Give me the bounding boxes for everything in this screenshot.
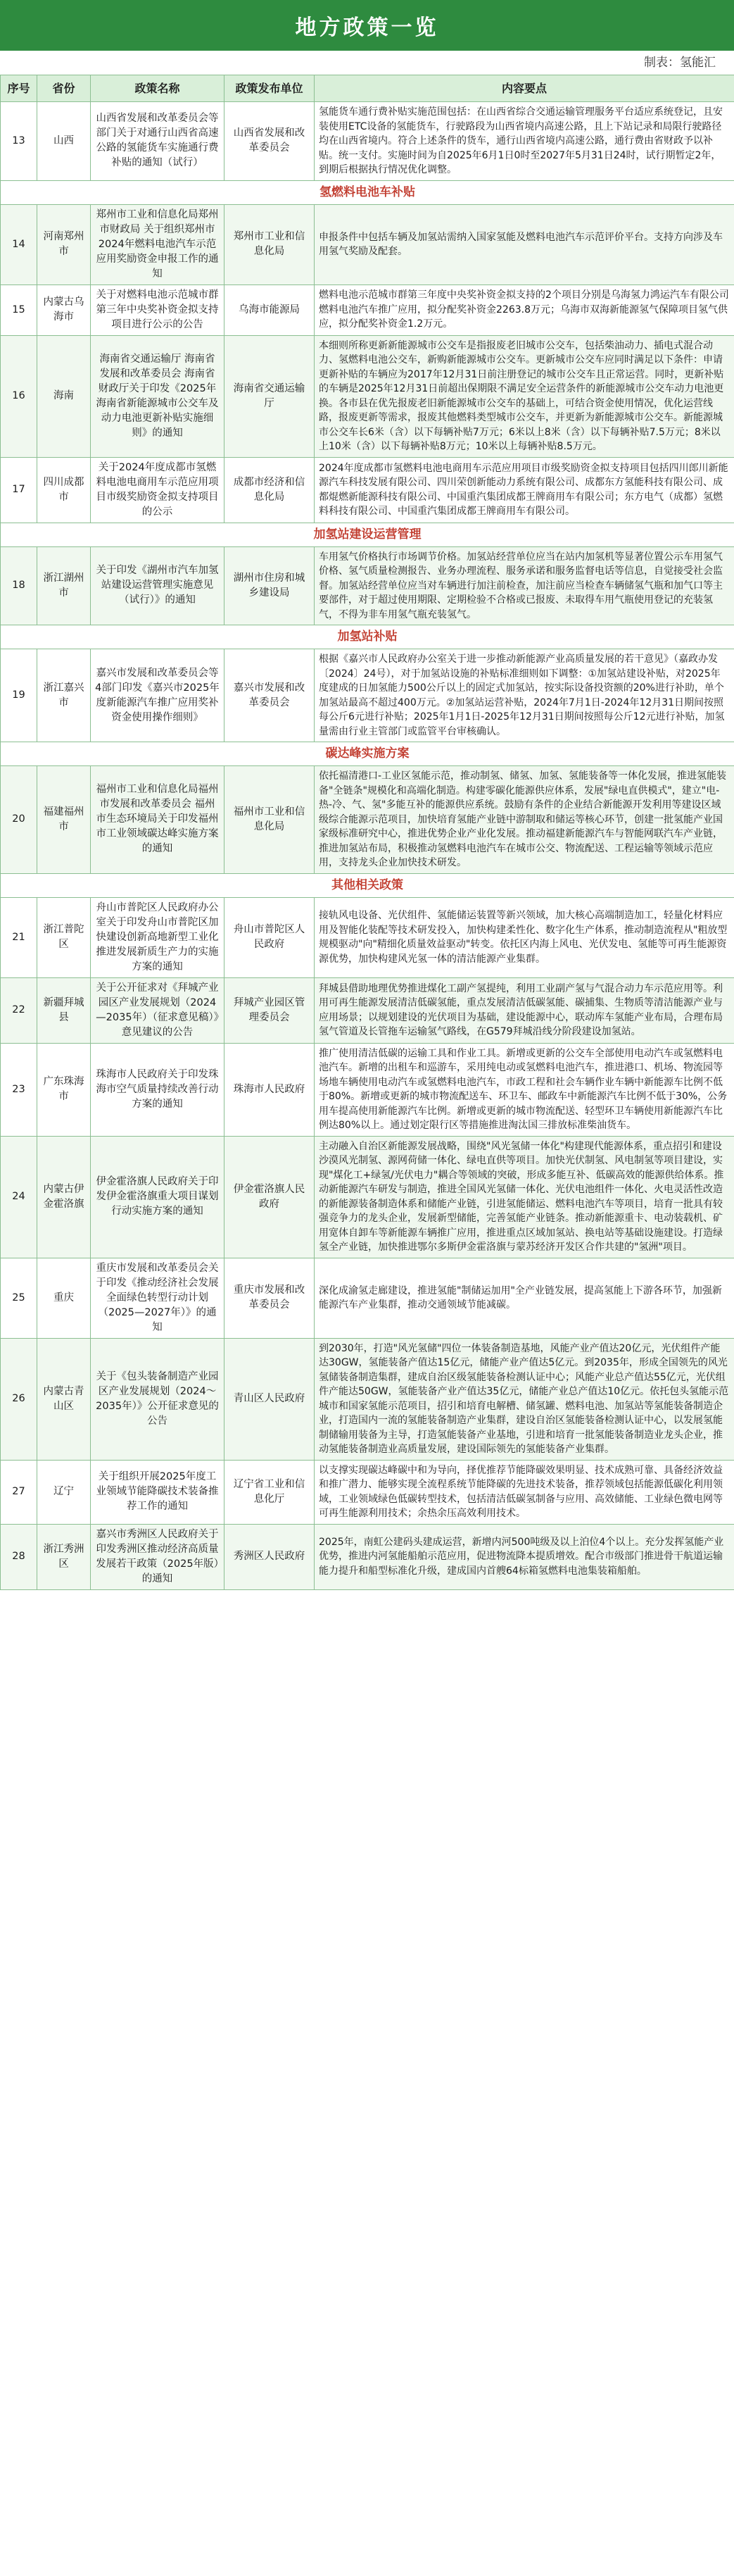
cell-issuer: 秀洲区人民政府 <box>224 1524 315 1589</box>
header-no: 序号 <box>1 75 37 102</box>
cell-issuer: 伊金霍洛旗人民政府 <box>224 1136 315 1258</box>
cell-no: 26 <box>1 1338 37 1460</box>
cell-province: 浙江湖州市 <box>37 546 91 625</box>
cell-no: 16 <box>1 335 37 457</box>
cell-policy-name: 珠海市人民政府关于印发珠海市空气质量持续改善行动方案的通知 <box>91 1043 224 1136</box>
table-row <box>1 1524 734 1589</box>
cell-content: 2024年度成都市氢燃料电池电商用车示范应用项目市级奖励资金拟支持项目包括四川郎川新能源汽车科技发展有限公司、四川荣创新能动力系统有限公司、成都东方氢能科技有限公司、成都焜燃新能源科技有限公司、中国重汽集团成都王牌商用车有限公司；东方电气（成都）氢燃料科技有限公司、中国重汽集团成都王牌商用车有限公司。 <box>315 457 734 523</box>
cell-policy-name: 嘉兴市秀洲区人民政府关于印发秀洲区推动经济高质量发展若干政策（2025年版）的通知 <box>91 1524 224 1589</box>
section-row <box>1 523 734 546</box>
table-header-row <box>1 75 734 102</box>
cell-province: 重庆 <box>37 1258 91 1338</box>
cell-issuer: 湖州市住房和城乡建设局 <box>224 546 315 625</box>
cell-policy-name: 福州市工业和信息化局福州市发展和改革委员会 福州市生态环境局关于印发福州市工业领域碳达峰实施方案的通知 <box>91 766 224 874</box>
cell-content: 申报条件中包括车辆及加氢站需纳入国家氢能及燃料电池汽车示范评价平台。支持方向涉及车用氢气奖励及配套。 <box>315 204 734 285</box>
table-row <box>1 649 734 742</box>
cell-content: 2025年，南虹公建码头建成运营，新增内河500吨级及以上泊位4个以上。充分发挥氢能产业优势，推进内河氢能船舶示范应用，促进物流降本提质增效。配合市级部门推进骨干航道运输能力提升和船型标准化升级，建成国内首艘64标箱氢燃料电池集装箱船舶。 <box>315 1524 734 1589</box>
cell-content: 根据《嘉兴市人民政府办公室关于进一步推动新能源产业高质量发展的若干意见》（嘉政办发〔2024〕24号），对于加氢站设施的补贴标准细则如下调整：①加氢站建设补贴，对2025年度建成的日加氢能力500公斤以上的固定式加氢站，按实际设备投资额的20%进行补助，单个加氢站最高不超过400万元。②加氢站运营补贴，2024年7月1日-2024年12月31日期间按照每公斤6元进行补贴；2025年1月1日-2025年12月31日期间按照每公斤12元进行补贴，加氢量需由行业主管部门或监管平台审核确认。 <box>315 649 734 742</box>
cell-no: 27 <box>1 1460 37 1524</box>
section-row <box>1 742 734 766</box>
section-label: 加氢站建设运营管理 <box>1 523 734 546</box>
cell-policy-name: 关于对燃料电池示范城市群第三年中央奖补资金拟支持项目进行公示的公告 <box>91 285 224 335</box>
cell-policy-name: 海南省交通运输厅 海南省发展和改革委员会 海南省财政厅关于印发《2025年海南省新能源城市公交车及动力电池更新补贴实施细则》的通知 <box>91 335 224 457</box>
cell-province: 福建福州市 <box>37 766 91 874</box>
cell-province: 内蒙古乌海市 <box>37 285 91 335</box>
cell-province: 辽宁 <box>37 1460 91 1524</box>
cell-content: 接轨风电设备、光伏组件、氢能储运装置等新兴领域，加大核心高端制造加工，轻量化材料应用及智能化装配等技术研发投入，加快构建柔性化、数字化生产体系，推动制造流程从"粗放型规模驱动"向"精细化质量效益驱动"转变。依托区内海上风电、光伏发电、氢能等可再生能源资源优势，加快构建风光氢一体的清洁能源产业集群。 <box>315 897 734 977</box>
cell-province: 广东珠海市 <box>37 1043 91 1136</box>
section-label: 加氢站补贴 <box>1 625 734 649</box>
header-issuer: 政策发布单位 <box>224 75 315 102</box>
cell-content: 车用氢气价格执行市场调节价格。加氢站经营单位应当在站内加氢机等显著位置公示车用氢气价格、氢气质量检测报告、业务办理流程、服务承诺和服务监督电话等信息，自觉接受社会监督。加氢站经营单位应当对车辆进行加注前检查，加注前应当检查车辆储氢气瓶和加气口等主要部件，对于超过使用期限、定期检验不合格或已报废、未取得车用气瓶使用登记的充装氢气，不得为非车用氢气瓶充装氢气。 <box>315 546 734 625</box>
table-row <box>1 285 734 335</box>
policy-table <box>0 75 734 1590</box>
cell-province: 四川成都市 <box>37 457 91 523</box>
cell-province: 海南 <box>37 335 91 457</box>
cell-province: 浙江嘉兴市 <box>37 649 91 742</box>
cell-content: 推广使用清洁低碳的运输工具和作业工具。新增或更新的公交车全部使用电动汽车或氢燃料电池汽车。新增的出租车和巡游车，采用纯电动或氢燃料电池汽车，推进港口、机场、物流园等场地车辆使用电动汽车或氢燃料电池汽车，市政工程和社会车辆作业车辆中新能源车比例不低于80%。新增或更新的城市物流配送车、环卫车、邮政车中新能源汽车比例不低于30%，公务用车提高使用新能源汽车比例。新增或更新的城市物流配送、轻型环卫车辆使用新能源汽车比例达80%以上。通过划定限行区等措施推进淘汰国三排放标准柴油货车。 <box>315 1043 734 1136</box>
cell-no: 21 <box>1 897 37 977</box>
cell-province: 内蒙古青山区 <box>37 1338 91 1460</box>
section-row <box>1 180 734 204</box>
section-row <box>1 625 734 649</box>
cell-no: 18 <box>1 546 37 625</box>
cell-issuer: 辽宁省工业和信息化厅 <box>224 1460 315 1524</box>
cell-no: 28 <box>1 1524 37 1589</box>
header-province: 省份 <box>37 75 91 102</box>
cell-content: 深化成渝氢走廊建设，推进氢能"制储运加用"全产业链发展，提高氢能上下游各环节，加强新能源汽车产业集群，推动交通领域节能减碳。 <box>315 1258 734 1338</box>
table-row <box>1 1258 734 1338</box>
cell-content: 主动融入自治区新能源发展战略，围绕"风光氢储一体化"构建现代能源体系，重点招引和建设沙漠风光制氢、源网荷储一体化、绿电直供等项目。加快光伏制氢、风电制氢等项目建设，实现"煤化工+绿氢/光伏电力"耦合等领域的突破，形成多能互补、低碳高效的能源供给体系。推动新能源汽车研发与制造，推进全国风光氢储一体化、光伏电池组件一体化、火电灵活性改造的新能源装备制造体系和储能产业链，引进氢能储运、燃料电池汽车等项目，培育一批具有较强竞争力的龙头企业，发展新型储能，完善氢能产业链条。推动新能源重卡、电动装载机、矿用宽体自卸车等新能源车辆推广应用，推进重点区域加氢站、换电站等基础设施建设。打造绿氢全产业链，加快推进鄂尔多斯伊金霍洛旗与蒙苏经济开发区合作共建的"氢洲"项目。 <box>315 1136 734 1258</box>
cell-content: 燃料电池示范城市群第三年度中央奖补资金拟支持的2个项目分别是乌海氢力鸿运汽车有限公司燃料电池汽车推广应用，拟分配奖补资金2263.8万元；乌海市双海新能源氢气保障项目氢气供应，拟分配奖补资金1.2万元。 <box>315 285 734 335</box>
cell-policy-name: 重庆市发展和改革委员会关于印发《推动经济社会发展全面绿色转型行动计划（2025—2027年）》的通知 <box>91 1258 224 1338</box>
cell-policy-name: 关于《包头装备制造产业园区产业发展规划（2024～2035年）》公开征求意见的公告 <box>91 1338 224 1460</box>
cell-content: 以支撑实现碳达峰碳中和为导向，择优推荐节能降碳效果明显、技术成熟可靠、具备经济效益和推广潜力、能够实现全流程系统节能降碳的先进技术装备，推荐领域包括能源低碳化利用领域，工业领域绿色低碳转型技术，包括清洁低碳氢制备与应用、高效储能、工业绿色微电网等可再生能源利用技术；余热余压高效利用技术。 <box>315 1460 734 1524</box>
cell-policy-name: 舟山市普陀区人民政府办公室关于印发舟山市普陀区加快建设创新高地新型工业化推进发展新质生产力的实施方案的通知 <box>91 897 224 977</box>
cell-no: 23 <box>1 1043 37 1136</box>
table-row <box>1 457 734 523</box>
cell-content: 本细则所称更新新能源城市公交车是指报废老旧城市公交车，包括柴油动力、插电式混合动力、氢燃料电池公交车，新购新能源城市公交车。更新城市公交车应同时满足以下条件：申请更新补贴的车辆应为2017年12月31日前注册登记的城市公交车且正常运营。同时，更新补贴的车辆是2025年12月31日前超出保期限不满足安全运营条件的新能源城市公交车动力电池更换。各市县在优先报废老旧新能源城市公交车的基础上，可结合资金使用情况，优化运营线路，报废更新等需求，报废其他燃料类型城市公交车，并更新为新能源城市公交车。新能源城市公交车长6米（含）以下每辆补贴7万元；6米以上8米（含）以下每辆补贴7.5万元；8米以上10米（含）以下每辆补贴8万元；10米以上每辆补贴8.5万元。 <box>315 335 734 457</box>
cell-policy-name: 郑州市工业和信息化局郑州市财政局 关于组织郑州市2024年燃料电池汽车示范应用奖励资金申报工作的通知 <box>91 204 224 285</box>
cell-content: 氢能货车通行费补贴实施范围包括：在山西省综合交通运输管理服务平台适应系统登记，且安装使用ETC设备的氢能货车，行驶路段为山西省境内高速公路，且上下站记录和局限行驶路径均在山西省境内。符合上述条件的货车，通行山西省境内高速公路，通行费由省财政予以补贴。统一支付。实施时间为自2025年6月1日0时至2027年5月31日24时，试行期暂定2年，到期后根据执行情况优化调整。 <box>315 102 734 181</box>
cell-no: 19 <box>1 649 37 742</box>
cell-issuer: 拜城产业园区管理委员会 <box>224 977 315 1043</box>
cell-no: 24 <box>1 1136 37 1258</box>
cell-policy-name: 山西省发展和改革委员会等部门关于对通行山西省高速公路的氢能货车实施通行费补贴的通知（试行） <box>91 102 224 181</box>
maker-credit: 制表：氢能汇 <box>644 56 716 70</box>
section-row <box>1 873 734 897</box>
section-label: 碳达峰实施方案 <box>1 742 734 766</box>
cell-issuer: 舟山市普陀区人民政府 <box>224 897 315 977</box>
table-row <box>1 897 734 977</box>
cell-issuer: 嘉兴市发展和改革委员会 <box>224 649 315 742</box>
cell-no: 25 <box>1 1258 37 1338</box>
cell-province: 山西 <box>37 102 91 181</box>
cell-issuer: 福州市工业和信息化局 <box>224 766 315 874</box>
cell-policy-name: 嘉兴市发展和改革委员会等4部门印发《嘉兴市2025年度新能源汽车推广应用奖补资金使用操作细则》 <box>91 649 224 742</box>
cell-content: 到2030年，打造"风光氢储"四位一体装备制造基地，风能产业产值达20亿元，光伏组件产能达30GW，氢能装备产值达15亿元，储能产业产值达5亿元。到2035年，形成全国领先的风光氢储装备制造集群，建成自治区级氢能装备检测认证中心；风能产业总产值达55亿元，光伏组件产能达50GW，氢能装备产业产值达35亿元，储能产业总产值达10亿元。依托包头氢能示范城市和国家氢能示范项目，招引和培育电解槽、储氢罐、燃料电池、加氢站等氢能装备制造企业，打造国内一流的氢能装备制造产业集群，建设自治区氢能装备检测认证中心，以发展氢能制储输用装备为主导，打造氢能装备产业基地，引进和培育一批氢能装备制造业龙头企业，推动氢能装备制造业高质量发展，建设国际领先的氢能装备产业集群。 <box>315 1338 734 1460</box>
cell-policy-name: 关于公开征求对《拜城产业园区产业发展规划（2024—2035年）（征求意见稿）》意见建议的公告 <box>91 977 224 1043</box>
cell-issuer: 成都市经济和信息化局 <box>224 457 315 523</box>
cell-no: 13 <box>1 102 37 181</box>
cell-province: 浙江秀洲区 <box>37 1524 91 1589</box>
cell-issuer: 乌海市能源局 <box>224 285 315 335</box>
table-row <box>1 766 734 874</box>
section-label: 其他相关政策 <box>1 873 734 897</box>
table-body <box>1 102 734 1590</box>
section-label: 氢燃料电池车补贴 <box>1 180 734 204</box>
header-policy-name: 政策名称 <box>91 75 224 102</box>
table-row <box>1 546 734 625</box>
cell-province: 河南郑州市 <box>37 204 91 285</box>
table-row <box>1 204 734 285</box>
cell-issuer: 郑州市工业和信息化局 <box>224 204 315 285</box>
cell-province: 浙江普陀区 <box>37 897 91 977</box>
cell-no: 15 <box>1 285 37 335</box>
table-row <box>1 1460 734 1524</box>
cell-no: 20 <box>1 766 37 874</box>
cell-issuer: 山西省发展和改革委员会 <box>224 102 315 181</box>
table-row <box>1 102 734 181</box>
table-row <box>1 1043 734 1136</box>
cell-issuer: 珠海市人民政府 <box>224 1043 315 1136</box>
cell-content: 拜城县借助地理优势推进煤化工副产氢提纯，利用工业副产氢与气混合动力车示范应用等。利用可再生能源发展清洁低碳氢能，重点发展清洁低碳氢能、碳捕集、生物质等清洁能源产业与应用场景；以规划建设的光伏项目为基础，建设能源中心，联动库车氢能产业布局，合理布局氢气管道及长管拖车运输氢气路线，在G579拜城沿线分阶段建设加氢站。 <box>315 977 734 1043</box>
table-row <box>1 1338 734 1460</box>
cell-content: 依托福清港口-工业区氢能示范，推动制氢、储氢、加氢、氢能装备等一体化发展，推进氢能装备"全链条"规模化和高端化制造。构建零碳化能源供应体系，发展"绿电直供模式"，建立"电-热-冷、气、氢"多能互补的能源供应系统。鼓励有条件的企业结合新能源开发利用等建设区域级综合能源示范项目，加快培育氢能产业链中游制取和储运等核心环节，创建一批氢能产业国家级标准研究中心，推进优势企业产业化发展。推动福建新能源汽车与智能网联汽车产业链，推进加氢站布局，积极推动氢燃料电池汽车在城市公交、物流配送、工程运输等领域示范应用，支持龙头企业加快技术研发。 <box>315 766 734 874</box>
cell-policy-name: 关于印发《湖州市汽车加氢站建设运营管理实施意见（试行）》的通知 <box>91 546 224 625</box>
cell-province: 内蒙古伊金霍洛旗 <box>37 1136 91 1258</box>
cell-policy-name: 关于2024年度成都市氢燃料电池电商用车示范应用项目市级奖励资金拟支持项目的公示 <box>91 457 224 523</box>
table-row <box>1 977 734 1043</box>
cell-no: 14 <box>1 204 37 285</box>
cell-province: 新疆拜城县 <box>37 977 91 1043</box>
cell-no: 17 <box>1 457 37 523</box>
cell-issuer: 海南省交通运输厅 <box>224 335 315 457</box>
cell-issuer: 重庆市发展和改革委员会 <box>224 1258 315 1338</box>
header-content: 内容要点 <box>315 75 734 102</box>
page-title: 地方政策一览 <box>0 0 734 51</box>
cell-policy-name: 关于组织开展2025年度工业领域节能降碳技术装备推荐工作的通知 <box>91 1460 224 1524</box>
cell-no: 22 <box>1 977 37 1043</box>
table-row <box>1 335 734 457</box>
table-row <box>1 1136 734 1258</box>
cell-issuer: 青山区人民政府 <box>224 1338 315 1460</box>
cell-policy-name: 伊金霍洛旗人民政府关于印发伊金霍洛旗重大项目谋划行动实施方案的通知 <box>91 1136 224 1258</box>
